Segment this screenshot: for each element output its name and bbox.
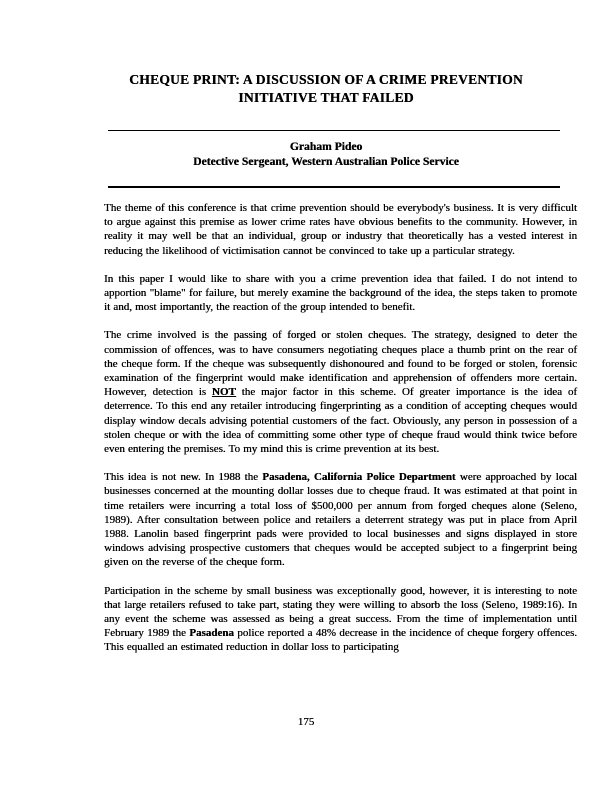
header-rule-bottom xyxy=(108,186,560,188)
paragraph-crime-strategy: The crime involved is the passing of forged or stolen cheques. The strategy, designed to deter the commission of offences, was to have consumers negotiating cheques place a thumb print on the rear of the cheque form. If the cheque was subsequently dishonoured and found to be forged or stolen, forensic examination of the fingerprint would make identification and apprehension of offenders more certain. However, detection is NOT the major factor in this scheme. Of greater importance is the idea of deterrence. To this end any retailer introducing fingerprinting as a condition of accepting cheques would display window decals advising potential customers of the fact. Obviously, any person in possession of a stolen cheque or with the idea of committing some other type of cheque fraud would think twice before even entering the premises. To my mind this is crime prevention at its best. xyxy=(104,329,577,456)
page-title-line-2: INITIATIVE THAT FAILED xyxy=(238,90,414,105)
paragraph-participation-results: Participation in the scheme by small business was exceptionally good, however, it is interesting to note that large retailers refused to take part, stating they were willing to absorb the loss (Seleno, 1989:16). In any event the scheme was assessed as being a great success. From the time of implementation until February 1989 the Pasadena police reported a 48% decrease in the incidence of cheque forgery offences. This equalled an estimated reduction in dollar loss to participating xyxy=(104,584,577,654)
author-affiliation: Detective Sergeant, Western Australian Police Service xyxy=(193,154,459,168)
paragraph-pasadena-scheme: This idea is not new. In 1988 the Pasadena, California Police Department were approached by local businesses concerned at the mounting dollar losses due to cheque fraud. It was estimated at that point in time retailers were incurring a total loss of $500,000 per annum from forged cheques alone (Seleno, 1989). After consultation between police and retailers a deterrent strategy was put in place from April 1988. Lanolin based fingerprint pads were provided to local businesses and signs displayed in store windows advising prospective customers that cheques would be accepted subject to a fingerprint being given on the reverse of the cheque form. xyxy=(104,471,577,569)
page-number: 175 xyxy=(297,716,315,728)
page-title xyxy=(96,71,556,107)
body-text xyxy=(104,201,577,669)
paragraph-paper-purpose: In this paper I would like to share with you a crime prevention idea that failed. I do not intend to apportion "blame" for failure, but merely examine the background of the idea, the steps taken to promote it and, most importantly, the reaction of the group intended to benefit. xyxy=(104,272,577,314)
author-name: Graham Pideo xyxy=(289,140,363,153)
page-title-line-1: CHEQUE PRINT: A DISCUSSION OF A CRIME PREVENTION xyxy=(129,72,523,87)
author-block xyxy=(96,140,556,169)
paragraph-intro-theme: The theme of this conference is that crime prevention should be everybody's business. It is very difficult to argue against this premise as lower crime rates have obvious benefits to the community. However, in reality it may well be that an individual, group or industry that theoretically has a vested interest in reducing the likelihood of victimisation cannot be convinced to take up a particular strategy. xyxy=(104,202,577,257)
header-rule-top xyxy=(108,130,560,131)
